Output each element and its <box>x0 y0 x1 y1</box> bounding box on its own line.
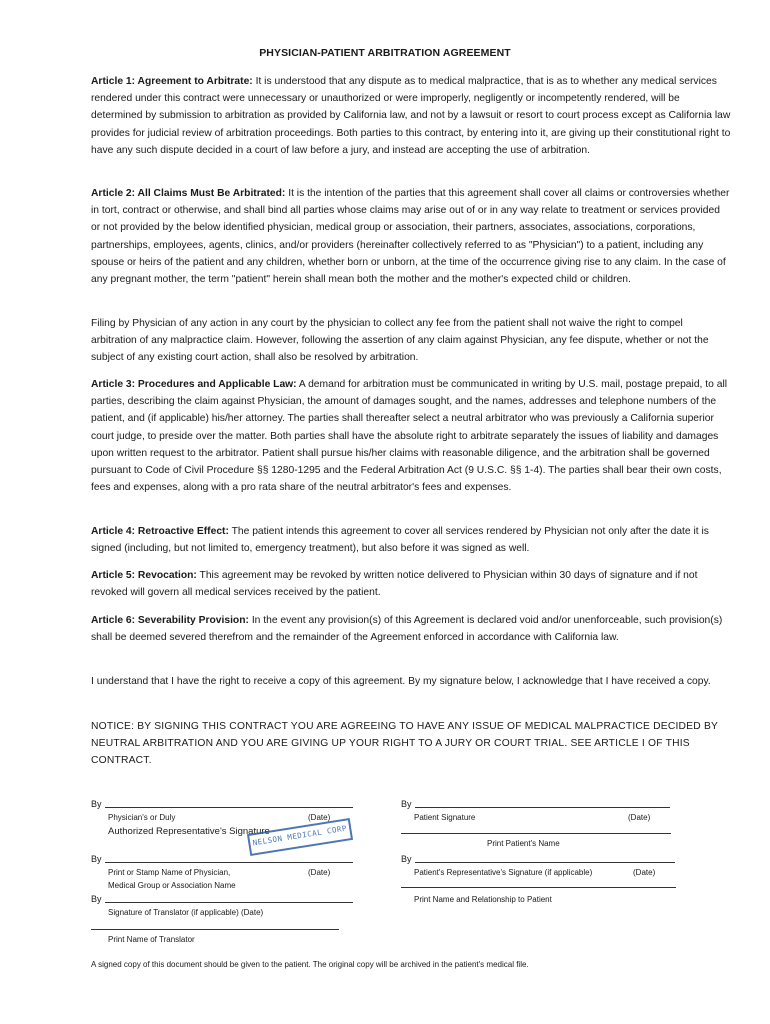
translator-signature-label: Signature of Translator (if applicable) (Date) <box>108 908 264 917</box>
physician-signature-label: Physician's or Duly <box>108 813 176 822</box>
article-heading: Article 1: Agreement to Arbitrate: <box>91 76 253 87</box>
representative-signature-label: Patient's Representative's Signature (if applicable) <box>414 868 593 877</box>
by-label: By <box>91 894 102 904</box>
article-4 <box>91 523 731 557</box>
notice-text: NOTICE: BY SIGNING THIS CONTRACT YOU ARE AGREEING TO HAVE ANY ISSUE OF MEDICAL MALPRACTICE DECIDED BY NEUTRAL ARBITRATION AND YOU ARE GIVING UP YOUR RIGHT TO A JURY OR COURT TRIAL. SEE ARTICLE I OF THIS CONTRACT. <box>91 721 718 767</box>
physician-signature-line[interactable] <box>105 807 353 808</box>
article-3 <box>91 376 731 496</box>
footer-note: A signed copy of this document should be given to the patient. The original copy will be archived in the patient's medical file. <box>91 960 529 969</box>
article-5 <box>91 567 731 601</box>
fee-paragraph <box>91 315 731 367</box>
article-text: Filing by Physician of any action in any court by the physician to collect any fee from the patient shall not waive the right to compel arbitration of any malpractice claim. However, following the assertion of any claim against Physician, any fee dispute, whether or not the subject of any existing court action, shall also be resolved by arbitration. <box>91 318 709 364</box>
article-heading: Article 4: Retroactive Effect: <box>91 526 229 537</box>
patient-signature-label: Patient Signature <box>414 813 476 822</box>
document-title: PHYSICIAN-PATIENT ARBITRATION AGREEMENT <box>259 47 511 59</box>
article-heading: Article 3: Procedures and Applicable Law: <box>91 379 297 390</box>
by-label: By <box>401 799 412 809</box>
article-text: A demand for arbitration must be communicated in writing by U.S. mail, postage prepaid, to all parties, describing the claim against Physician, the amount of damages sought, and the names, addresses and telephone numbers of the patient, and (if applicable) his/her attorney. The parties shall thereafter select a neutral arbitrator who was previously a California superior court judge, to preside over the matter. Both parties shall have the absolute right to arbitrate separately the issues of liability and damages upon written request to the arbitrator. Patient shall pursue his/her claims with reasonable diligence, and the arbitration shall be governed pursuant to Code of Civil Procedure §§ 1280-1295 and the Federal Arbitration Act (9 U.S.C. §§ 1-4). The parties shall bear their own costs, fees and expenses, along with a pro rata share of the neutral arbitrator's fees and expenses. <box>91 379 728 494</box>
translator-name-label: Print Name of Translator <box>108 935 195 944</box>
by-label: By <box>401 854 412 864</box>
representative-name-line[interactable] <box>401 887 676 888</box>
article-1 <box>91 73 731 159</box>
by-label: By <box>91 799 102 809</box>
patient-name-label: Print Patient's Name <box>487 839 560 848</box>
print-name-label: Print or Stamp Name of Physician, <box>108 868 231 877</box>
article-heading: Article 6: Severability Provision: <box>91 615 249 626</box>
article-text: In the event any provision(s) of this Agreement is declared void and/or unenforceable, such provision(s) shall be deemed severed therefrom and the remainder of the Agreement enforced in accordance with California law. <box>91 615 723 644</box>
article-6 <box>91 612 731 646</box>
by-label: By <box>91 854 102 864</box>
article-2 <box>91 185 731 288</box>
date-label: (Date) <box>308 868 331 877</box>
article-text: I understand that I have the right to receive a copy of this agreement. By my signature below, I acknowledge that I have received a copy. <box>91 676 711 687</box>
article-heading: Article 5: Revocation: <box>91 570 197 581</box>
representative-signature-line[interactable] <box>415 862 675 863</box>
print-name-line[interactable] <box>105 862 353 863</box>
article-heading: Article 2: All Claims Must Be Arbitrated: <box>91 188 286 199</box>
acknowledgement <box>91 673 731 690</box>
date-label: (Date) <box>633 868 656 877</box>
print-name-label-2: Medical Group or Association Name <box>108 881 236 890</box>
date-label: (Date) <box>628 813 651 822</box>
article-text: It is understood that any dispute as to medical malpractice, that is as to whether any medical services rendered under this contract were unnecessary or unauthorized or were improperly, negligently or incompetently rendered, will be determined by submission to arbitration as provided by California law, and not by a lawsuit or resort to court process except as California law provides for judicial review of arbitration proceedings. Both parties to this contract, by entering into it, are giving up their constitutional right to have any such dispute decided in a court of law before a jury, and instead are accepting the use of arbitration. <box>91 76 731 156</box>
date-label: (Date) <box>308 813 331 822</box>
article-text: The patient intends this agreement to cover all services rendered by Physician not only after the date it is signed (including, but not limited to, emergency treatment), but also before it was signed as well. <box>91 526 709 555</box>
physician-signature-label-2: Authorized Representative's Signature <box>108 826 270 837</box>
article-text: This agreement may be revoked by written notice delivered to Physician within 30 days of signature and if not revoked will govern all medical services received by the patient. <box>91 570 698 599</box>
patient-name-line[interactable] <box>401 833 671 834</box>
article-text: It is the intention of the parties that this agreement shall cover all claims or controversies whether in tort, contract or otherwise, and shall bind all parties whose claims may arise out of or in any way relate to treatment or services provided or not provided by the below identified physician, medical group or association, their partners, associates, associations, corporations, partnerships, employees, agents, clinics, and/or providers (hereinafter collectively referred to as "Physician") to a patient, including any spouse or heirs of the patient and any children, whether born or unborn, at the time of the occurrence giving rise to any claim. In the case of any pregnant mother, the term "patient" herein shall mean both the mother and the mother's expected child or children. <box>91 188 730 286</box>
translator-signature-line[interactable] <box>105 902 353 903</box>
translator-name-line[interactable] <box>91 929 339 930</box>
medical-corp-stamp: NELSON MEDICAL CORP <box>247 818 353 856</box>
patient-signature-line[interactable] <box>415 807 670 808</box>
representative-name-label: Print Name and Relationship to Patient <box>414 895 552 904</box>
